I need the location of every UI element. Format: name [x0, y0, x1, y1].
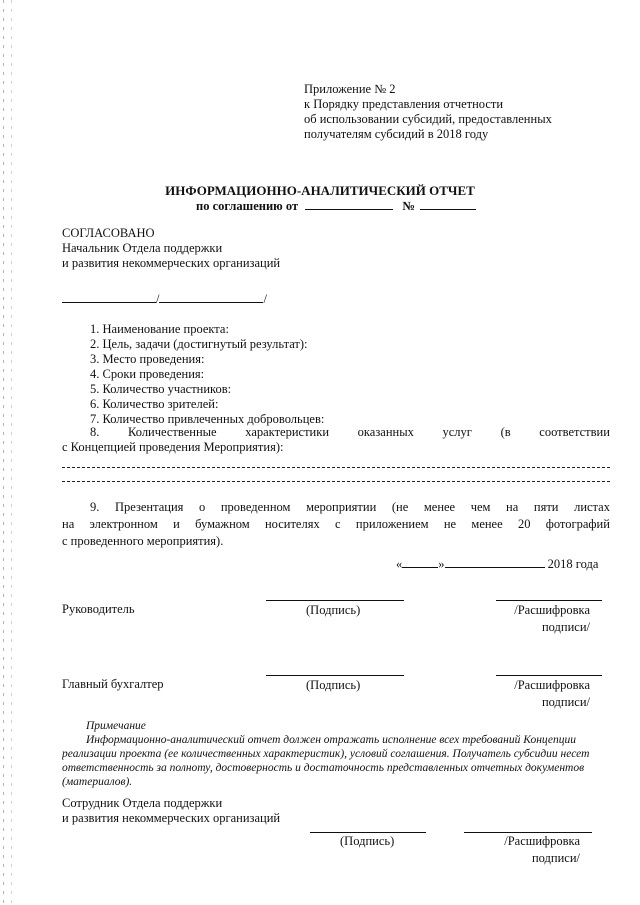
scan-edge-artifact	[3, 0, 4, 905]
head-label: Руководитель	[62, 602, 135, 616]
item-8-word: услуг	[442, 425, 472, 439]
agreement-number-blank[interactable]	[420, 199, 476, 210]
agreement-line	[196, 199, 476, 214]
employee-position-2: и развития некоммерческих организаций	[62, 811, 281, 825]
decoding-caption-line-1: /Расшифровка	[514, 678, 590, 692]
item-8-line-1	[62, 425, 610, 440]
decoding-caption	[480, 678, 590, 710]
item-9-word: листах	[574, 500, 610, 514]
agreement-date-blank[interactable]	[305, 199, 393, 210]
appendix-header	[304, 82, 604, 142]
list-item: 6. Количество зрителей:	[90, 397, 219, 411]
agreement-number-sign: №	[402, 199, 415, 213]
item-9-word: 9.	[90, 500, 100, 514]
item-9	[62, 500, 610, 549]
scan-edge-artifact	[11, 0, 12, 905]
report-date	[396, 557, 598, 572]
item-8-word: 8.	[90, 425, 100, 439]
signature-caption: (Подпись)	[340, 834, 395, 848]
item-9-word: менее	[423, 500, 456, 514]
slash: /	[156, 292, 160, 306]
decoding-caption-line-2: подписи/	[541, 620, 590, 634]
decoding-caption-line-1: /Расшифровка	[504, 834, 580, 848]
list-item: 5. Количество участников:	[90, 382, 232, 396]
appendix-line-3: об использовании субсидий, предоставленных	[304, 112, 552, 126]
slash: /	[263, 292, 267, 306]
document-title: ИНФОРМАЦИОННО-АНАЛИТИЧЕСКИЙ ОТЧЕТ	[165, 183, 475, 198]
item-8-word: Количественные	[128, 425, 217, 439]
head-decoding-line[interactable]	[496, 600, 602, 601]
employee-block	[62, 796, 280, 826]
note-line: реализации проекта (ее количественных характеристик), условий соглашения. Получатель субсидии несет	[62, 748, 590, 760]
appendix-line-2: к Порядку представления отчетности	[304, 97, 504, 111]
item-8-line-2: с Концепцией проведения Мероприятия):	[62, 440, 284, 454]
item-9-word: (не	[391, 500, 409, 514]
item-9-line-1	[62, 500, 610, 515]
item-9-word: носителях	[264, 517, 320, 531]
approval-signature-blank[interactable]	[62, 292, 156, 303]
decoding-caption	[470, 834, 580, 866]
month-blank[interactable]	[445, 557, 545, 568]
item-9-word: с	[335, 517, 341, 531]
item-9-line-3: с проведенного мероприятия).	[62, 534, 224, 548]
item-8	[62, 425, 610, 455]
item-9-word: и	[173, 517, 180, 531]
employee-signature-line[interactable]	[310, 832, 426, 833]
item-9-line-2	[62, 517, 610, 532]
note-line: (материалов).	[62, 776, 133, 788]
answer-fill-line[interactable]	[62, 467, 610, 468]
note-line: ответственность за полноту, достоверность и достаточность представленных отчетных документов	[62, 762, 585, 774]
item-9-word: менее	[471, 517, 503, 531]
date-close-quote: »	[438, 557, 445, 571]
report-items-list	[90, 322, 610, 427]
accountant-signature-line[interactable]	[266, 675, 404, 676]
note-line: Информационно-аналитический отчет должен отражать исполнение всех требований Концепции	[86, 734, 577, 746]
approval-stamp: СОГЛАСОВАНО	[62, 226, 155, 240]
item-9-word: Презентация	[114, 500, 184, 514]
appendix-number: Приложение № 2	[304, 82, 396, 96]
item-8-word: соответствии	[539, 425, 610, 439]
signature-caption: (Подпись)	[306, 678, 361, 692]
accountant-decoding-line[interactable]	[496, 675, 602, 676]
day-blank[interactable]	[402, 557, 438, 568]
approval-position-2: и развития некоммерческих организаций	[62, 256, 281, 270]
list-item: 4. Сроки проведения:	[90, 367, 205, 381]
employee-position-1: Сотрудник Отдела поддержки	[62, 796, 223, 810]
approval-decoding-blank[interactable]	[159, 292, 263, 303]
appendix-line-4: получателям субсидий в 2018 году	[304, 127, 489, 141]
date-year: 2018 года	[547, 557, 599, 571]
approval-block	[62, 226, 280, 271]
item-9-word: на	[62, 517, 75, 531]
list-item: 2. Цель, задачи (достигнутый результат):	[90, 337, 308, 351]
employee-decoding-line[interactable]	[464, 832, 592, 833]
approval-position-1: Начальник Отдела поддержки	[62, 241, 223, 255]
decoding-caption	[480, 603, 590, 635]
note-block	[62, 719, 617, 789]
decoding-caption-line-2: подписи/	[531, 851, 580, 865]
head-signature-line[interactable]	[266, 600, 404, 601]
agreement-prefix: по соглашению от	[196, 199, 299, 213]
date-open-quote: «	[396, 557, 403, 571]
item-9-word: о	[199, 500, 206, 514]
item-9-word: бумажном	[195, 517, 250, 531]
answer-fill-line[interactable]	[62, 481, 610, 482]
decoding-caption-line-2: подписи/	[541, 695, 590, 709]
item-9-word: электронном	[89, 517, 158, 531]
item-8-word: оказанных	[357, 425, 414, 439]
item-9-word: на	[506, 500, 519, 514]
item-9-word: пяти	[533, 500, 559, 514]
item-9-word: не	[443, 517, 457, 531]
signature-caption: (Подпись)	[306, 603, 361, 617]
item-9-word: проведенном	[220, 500, 291, 514]
approval-signature-line	[62, 292, 267, 307]
item-8-word: характеристики	[245, 425, 330, 439]
item-9-word: приложением	[355, 517, 429, 531]
decoding-caption-line-1: /Расшифровка	[514, 603, 590, 617]
item-9-word: чем	[470, 500, 491, 514]
item-9-word: мероприятии	[306, 500, 377, 514]
list-item: 3. Место проведения:	[90, 352, 205, 366]
note-title: Примечание	[86, 720, 146, 732]
item-9-word: фотографий	[545, 517, 610, 531]
item-9-word: 20	[517, 517, 531, 531]
accountant-label: Главный бухгалтер	[62, 677, 164, 691]
item-8-word: (в	[500, 425, 511, 439]
list-item: 1. Наименование проекта:	[90, 322, 229, 336]
list-item: 7. Количество привлеченных добровольцев:	[90, 412, 325, 426]
